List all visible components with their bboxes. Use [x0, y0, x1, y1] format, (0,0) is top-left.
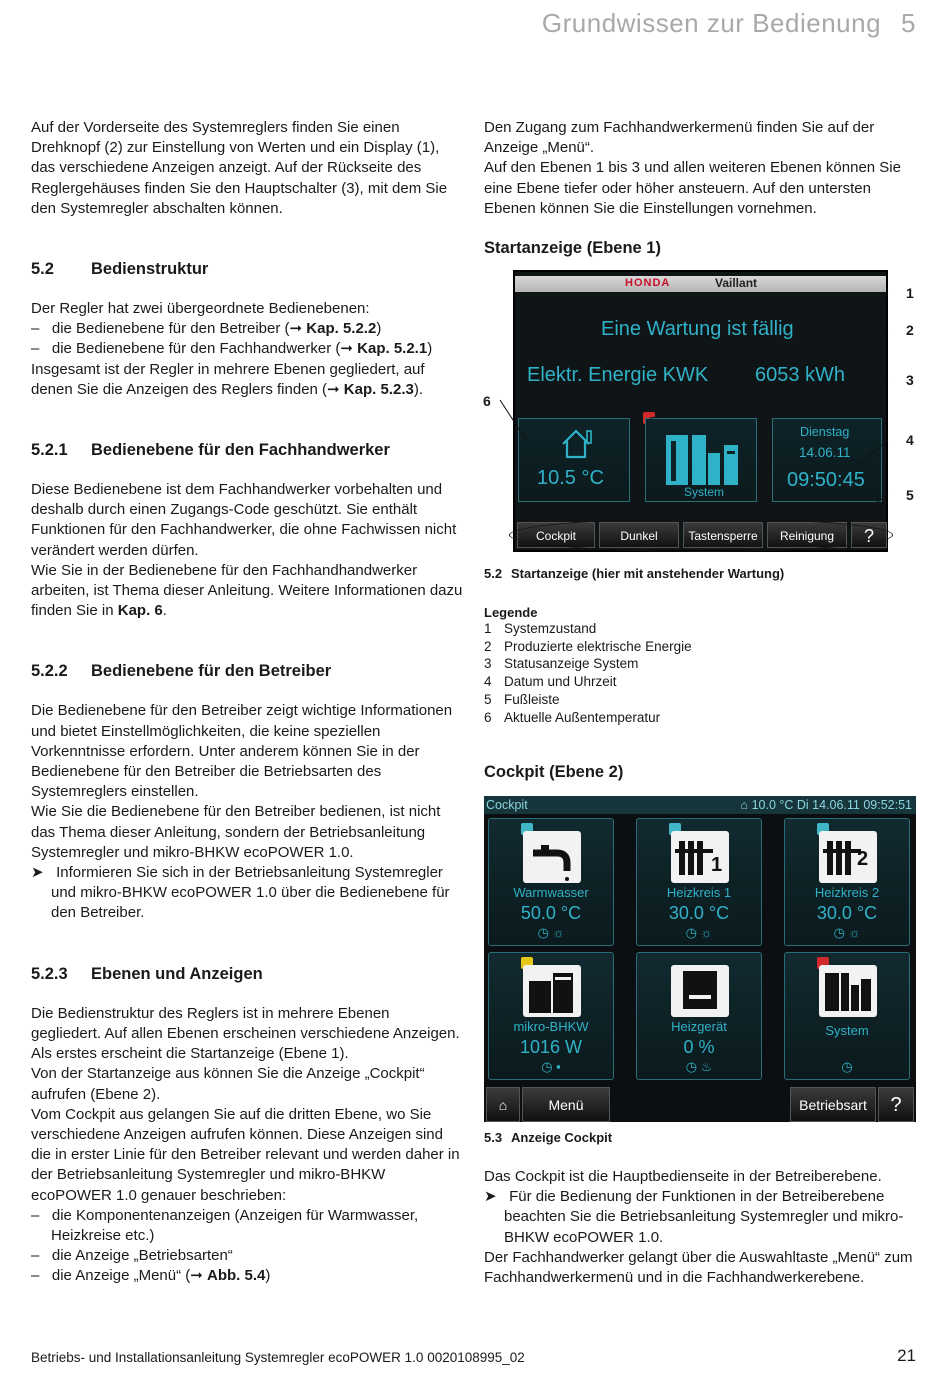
list-item: – die Anzeige „Betriebsarten“	[31, 1247, 233, 1265]
vaillant-logo: Vaillant	[715, 276, 758, 290]
legend-item: 1 Systemzustand	[484, 621, 597, 636]
section-heading-5-2-2: 5.2.2 Bedienebene für den Betreiber	[31, 662, 332, 681]
faucet-icon	[523, 831, 581, 883]
figure-caption-5-2: 5.2 Startanzeige (hier mit anstehender Wartung)	[484, 566, 785, 581]
operating-mode-button[interactable]: Betriebsart	[790, 1087, 876, 1122]
cockpit-status-bar	[484, 796, 916, 814]
paragraph: Als erstes erscheint die Startanzeige (Ebene 1).	[31, 1045, 349, 1063]
mode-icons: ◷ ☼	[537, 925, 565, 940]
mode-icons: ◷	[841, 1059, 853, 1074]
tile-value: 0 %	[683, 1037, 715, 1057]
list-item: – die Anzeige „Menü“ (➞ Abb. 5.4)	[31, 1267, 271, 1285]
cockpit-button[interactable]: Cockpit	[517, 522, 595, 548]
header-title: Grundwissen zur Bedienung	[541, 8, 882, 38]
system-icon	[819, 965, 877, 1017]
callout-6: 6	[483, 393, 491, 409]
tile-system[interactable]	[784, 952, 910, 1080]
figure-heading-cockpit: Cockpit (Ebene 2)	[484, 763, 624, 781]
instruction-item: ➤ Informieren Sie sich in der Betriebsanleitung Systemregler und mikro-BHKW ecoPOWER 1.0 über die Bedienebene für den Betreiber.	[31, 864, 450, 922]
tile-label: Heizkreis 1	[666, 885, 732, 900]
tile-label: mikro-BHKW	[513, 1019, 589, 1034]
mode-icons: ◷ ☼	[833, 925, 861, 940]
outdoor-temperature: 10.5 °C	[537, 467, 604, 489]
paragraph: Wie Sie die Bedienebene für den Betreiber bedienen, ist nicht das Thema dieser Anleitung, sondern der Betriebsanleitung Systemregler und mikro-BHKW ecoPOWER 1.0.	[31, 803, 441, 861]
tile-label: Heizgerät	[671, 1019, 727, 1034]
paragraph: Von der Startanzeige aus können Sie die Anzeige „Cockpit“ aufrufen (Ebene 2).	[31, 1065, 425, 1103]
tile-value: 1016 W	[519, 1037, 583, 1057]
cockpit-screen-figure	[484, 796, 916, 1122]
help-button[interactable]: ?	[851, 522, 887, 548]
page-header	[542, 8, 916, 39]
system-status-message: Eine Wartung ist fällig	[601, 318, 794, 340]
section-heading-5-2-1: 5.2.1 Bedienebene für den Fachhandwerker	[31, 441, 390, 460]
tile-warmwasser[interactable]	[488, 818, 614, 946]
chp-unit-icon	[523, 965, 581, 1017]
tile-mikro-bhkw[interactable]	[488, 952, 614, 1080]
section-heading-5-2: 5.2 Bedienstruktur	[31, 260, 209, 279]
tile-heizkreis-2[interactable]	[784, 818, 910, 946]
radiator-2-icon	[819, 831, 877, 883]
boiler-icon	[671, 965, 729, 1017]
cross-reference-link[interactable]: Abb. 5.4	[207, 1267, 266, 1285]
instruction-item: ➤ Für die Bedienung der Funktionen in der Betreiberebene beachten Sie die Betriebsanleitung Systemregler und mikro-BHKW ecoPOWER 1.0.	[484, 1188, 904, 1246]
right-column	[484, 118, 916, 258]
tile-value: 50.0 °C	[520, 903, 582, 923]
paragraph: Wie Sie in der Bedienebene für den Fachhandhandwerker arbeiten, ist Thema dieser Anleitung. Weitere Informationen dazu finden Sie in Kap. 6.	[31, 561, 463, 620]
radiator-1-icon	[671, 831, 729, 883]
callout-1: 1	[906, 285, 914, 301]
callout-3: 3	[906, 372, 914, 388]
legend-item: 4 Datum und Uhrzeit	[484, 674, 617, 690]
callout-2: 2	[906, 322, 914, 338]
paragraph: Der Regler hat zwei übergeordnete Bedienebenen:	[31, 300, 370, 318]
legend-item: 3 Statusanzeige System	[484, 656, 639, 672]
paragraph: Den Zugang zum Fachhandwerkermenü finden Sie auf der Anzeige „Menü“.	[484, 119, 875, 157]
clock-time: 09:50:45	[787, 469, 865, 491]
callout-4: 4	[906, 432, 914, 448]
paragraph: Die Bedienstruktur des Reglers ist in mehrere Ebenen gegliedert. Auf allen Ebenen erscheinen verschiedene Anzeigen.	[31, 1004, 460, 1042]
legend	[484, 605, 916, 726]
callout-leader-lines	[490, 290, 910, 550]
svg-text:2: 2	[857, 848, 869, 870]
list-item: – die Komponentenanzeigen (Anzeigen für Warmwasser, Heizkreise etc.)	[31, 1206, 419, 1244]
system-label: System	[684, 485, 725, 499]
paragraph: Der Fachhandwerker gelangt über die Auswahltaste „Menü“ zum Fachhandwerkermenü und in die Fachhandwerkerebene.	[484, 1248, 913, 1287]
weekday: Dienstag	[800, 425, 850, 439]
left-column	[31, 118, 463, 1287]
date: 14.06.11	[799, 445, 851, 460]
status-readout: ⌂ 10.0 °C Di 14.06.11 09:52:51	[740, 798, 912, 812]
tile-label: System	[825, 1023, 869, 1038]
tile-value: 30.0 °C	[816, 903, 878, 923]
paragraph: Das Cockpit ist die Hauptbedienseite in der Betreiberebene.	[484, 1168, 882, 1185]
menu-button[interactable]: Menü	[522, 1087, 610, 1122]
honda-logo: HONDA	[625, 277, 671, 289]
tile-heizkreis-1[interactable]	[636, 818, 762, 946]
tile-value: 30.0 °C	[668, 903, 730, 923]
svg-text:1: 1	[711, 854, 723, 876]
callout-5: 5	[906, 487, 914, 503]
tile-label: Heizkreis 2	[814, 885, 880, 900]
energy-label: Elektr. Energie KWK	[527, 364, 709, 386]
home-button[interactable]	[486, 1087, 520, 1122]
mode-icons: ◷ ☼	[685, 925, 713, 940]
paragraph: Auf den Ebenen 1 bis 3 und allen weiteren Ebenen können Sie eine Ebene tiefer oder höher ansteuern. Auf den untersten Ebenen können Sie die Einstellungen vornehmen.	[484, 159, 901, 217]
cockpit-footer-bar	[484, 1086, 916, 1122]
dark-button[interactable]: Dunkel	[599, 522, 679, 548]
tile-heizgeraet[interactable]	[636, 952, 762, 1080]
mode-icons: ◷ ▪	[541, 1059, 561, 1074]
list-item: – die Bedienebene für den Fachhandwerker (➞ Kap. 5.2.1)	[31, 340, 433, 358]
cleaning-button[interactable]: Reinigung	[767, 522, 847, 548]
figure-caption-5-3: 5.3 Anzeige Cockpit	[484, 1130, 613, 1145]
legend-item: 6 Aktuelle Außentemperatur	[484, 709, 661, 725]
chapter-number: 5	[901, 8, 916, 38]
tile-label: Warmwasser	[513, 885, 589, 900]
legend-title: Legende	[484, 605, 538, 620]
key-lock-button[interactable]: Tastensperre	[683, 522, 763, 548]
list-item: – die Bedienebene für den Betreiber (➞ Kap. 5.2.2)	[31, 320, 382, 338]
mode-icons: ◷ ♨	[685, 1059, 713, 1074]
cross-reference-link[interactable]: Kap. 5.2.2	[306, 320, 377, 338]
page-footer: Betriebs- und Installationsanleitung Systemregler ecoPOWER 1.0 0020108995_02	[31, 1350, 525, 1365]
paragraph: Diese Bedienebene ist dem Fachhandwerker vorbehalten und deshalb durch einen Zugangs-Code geschützt. Sie enthält Funktionen für den Fachhandwerker, die ohne Fachwissen nicht verändert werden dürfen.	[31, 481, 457, 559]
paragraph: Vom Cockpit aus gelangen Sie auf die dritten Ebene, wo Sie verschiedene Anzeigen aufrufen können. Diese Anzeigen sind die in erster Linie für den Betreiber relevant und werden daher in der Betriebsanleitung Systemregler und mikro-BHKW ecoPOWER 1.0 genauer beschrieben:	[31, 1105, 460, 1204]
right-column-bottom	[484, 1167, 916, 1288]
section-heading-5-2-3: 5.2.3 Ebenen und Anzeigen	[31, 964, 263, 983]
legend-item: 2 Produzierte elektrische Energie	[484, 638, 692, 654]
cross-reference-link[interactable]: Kap. 6	[117, 602, 163, 620]
energy-value: 6053 kWh	[755, 364, 846, 386]
figure-heading-start: Startanzeige (Ebene 1)	[484, 239, 661, 258]
cross-reference-link[interactable]: Kap. 5.2.3	[343, 380, 414, 398]
cockpit-title: Cockpit	[486, 798, 528, 812]
cross-reference-link[interactable]: Kap. 5.2.1	[357, 340, 428, 358]
paragraph: Die Bedienebene für den Betreiber zeigt wichtige Informationen und bietet Einstellmöglichkeiten, die keine speziellen Vorkenntnisse erfordern. Unter anderem können Sie in der Bedienebene für den Betreiber die Betriebsarten des Systemreglers einstellen.	[31, 702, 453, 801]
page-number: 21	[897, 1346, 916, 1365]
intro-paragraph: Auf der Vorderseite des Systemreglers finden Sie einen Drehknopf (2) zur Einstellung von Werten und ein Display (1), das verschiedene Anzeigen anzeigt. Auf der Rückseite des Reglergehäuses finden Sie den Hauptschalter (3), mit dem Sie den Systemregler abschalten können.	[31, 119, 448, 217]
house-temp-icon: ⌂	[740, 798, 752, 812]
paragraph: Insgesamt ist der Regler in mehrere Ebenen gegliedert, auf denen Sie die Anzeigen des Reglers finden (➞ Kap. 5.2.3).	[31, 360, 425, 398]
legend-item: 5 Fußleiste	[484, 691, 560, 707]
home-icon: ⌂	[498, 1097, 508, 1113]
help-button[interactable]: ?	[878, 1087, 914, 1122]
